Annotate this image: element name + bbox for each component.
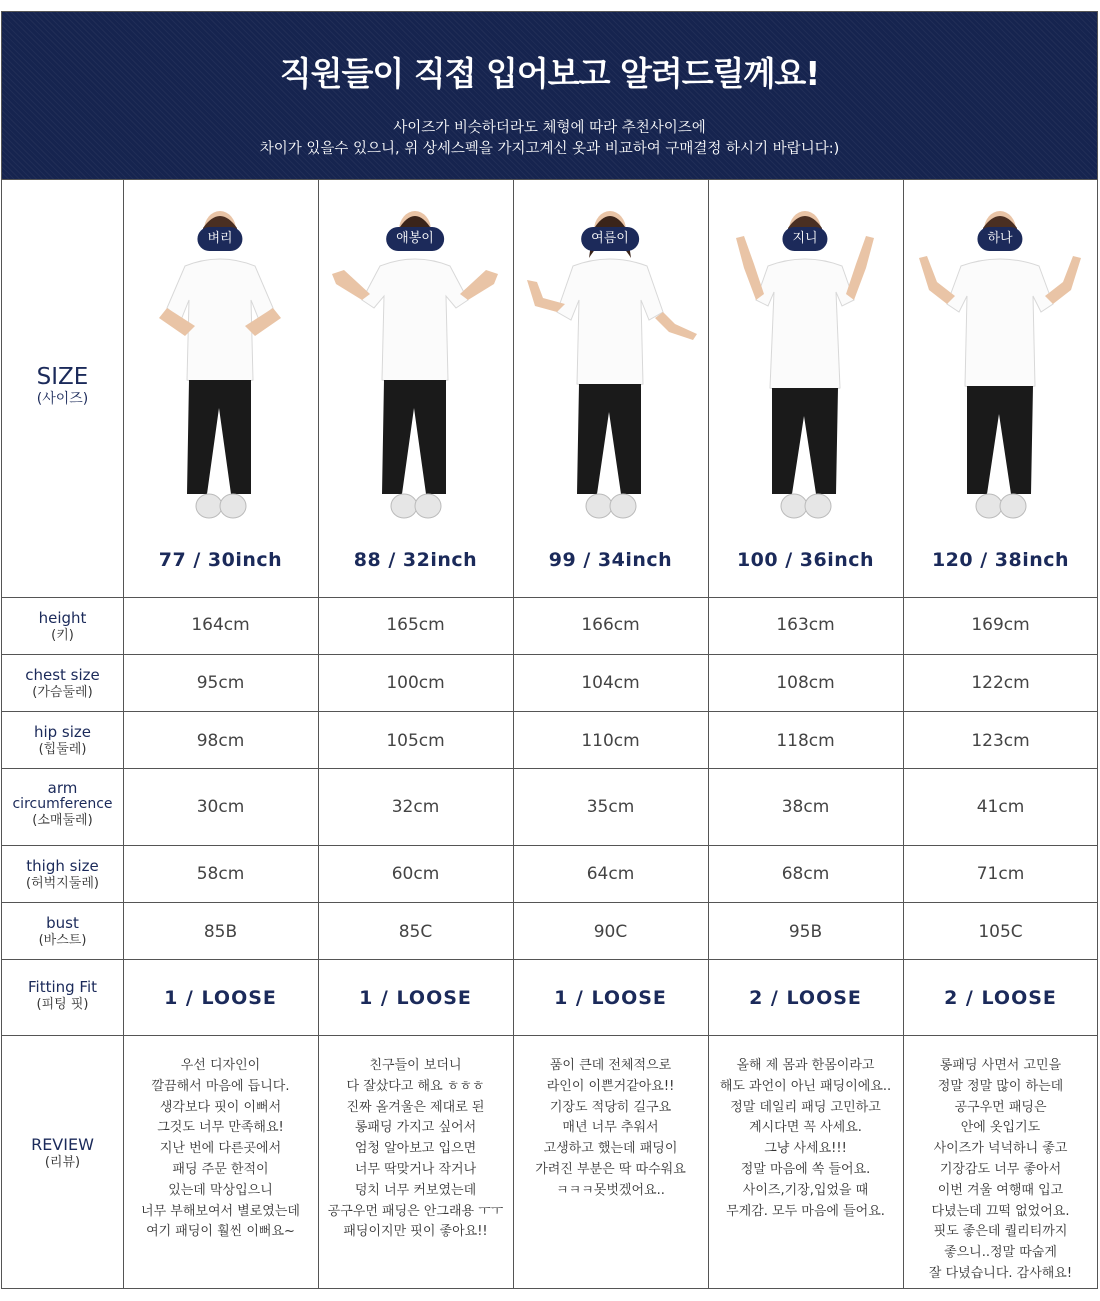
model-size-label: 88 / 32inch <box>353 549 478 571</box>
hip-value: 123cm <box>971 731 1030 751</box>
chest-value: 95cm <box>196 673 245 693</box>
review-text: 올해 제 몸과 한몸이라고 해도 과언이 아닌 패딩이에요.. 정말 데일리 패딩 고민하고 계시다면 꼭 사세요. 그냥 사세요!!! 정말 마음에 쏙 들어요. 사이즈,기장,입었을 때 무게감. 모두 마음에 들어요. <box>719 1058 892 1219</box>
model-figure-4 <box>903 208 1098 528</box>
height-value: 164cm <box>191 615 250 635</box>
model-size-label: 100 / 36inch <box>736 549 875 571</box>
hip-value: 98cm <box>196 731 245 751</box>
review-text: 친구들이 보더니 다 잘샀다고 해요 ㅎㅎㅎ 진짜 올겨울은 제대로 된 롱패딩 가지고 싶어서 엄청 알아보고 입으면 너무 딱맞거나 작거나 덩치 너무 커보였는데 공구우먼 패딩은 안그래용 ㅜㅜ 패딩이지만 핏이 좋아요!! <box>327 1058 504 1240</box>
fit-value: 2 / LOOSE <box>944 987 1057 1009</box>
bust-value: 85C <box>398 922 433 942</box>
fit-value: 2 / LOOSE <box>749 987 862 1009</box>
bust-value: 90C <box>593 922 628 942</box>
arm-value: 41cm <box>976 797 1025 817</box>
chest-value: 100cm <box>386 673 445 693</box>
bust-value: 85B <box>203 922 238 942</box>
row-label-bust: bust (바스트) <box>38 914 87 948</box>
model-figure-1 <box>318 208 513 528</box>
arm-value: 38cm <box>781 797 830 817</box>
hip-value: 118cm <box>776 731 835 751</box>
row-label-size: SIZE (사이즈) <box>36 364 89 407</box>
model-name-badge: 여름이 <box>581 227 639 251</box>
hip-value: 105cm <box>386 731 445 751</box>
hip-value: 110cm <box>581 731 640 751</box>
model-name-badge: 지니 <box>782 227 827 251</box>
review-text: 우선 디자인이 깔끔해서 마음에 듭니다. 생각보다 핏이 이뻐서 그것도 너무 만족해요! 지난 번에 다른곳에서 패딩 주문 한적이 있는데 막상입으니 너무 부해보여서 별로였는데 여기 패딩이 훨씬 이뻐요~ <box>141 1058 300 1240</box>
chest-value: 108cm <box>776 673 835 693</box>
fit-value: 1 / LOOSE <box>554 987 667 1009</box>
arm-value: 32cm <box>391 797 440 817</box>
divider <box>2 959 1097 960</box>
fit-value: 1 / LOOSE <box>359 987 472 1009</box>
chest-value: 104cm <box>581 673 640 693</box>
arm-value: 30cm <box>196 797 245 817</box>
divider <box>2 711 1097 712</box>
height-value: 169cm <box>971 615 1030 635</box>
model-figure-2 <box>513 208 708 528</box>
subtitle-line-2: 차이가 있을수 있으니, 위 상세스펙을 가지고계신 옷과 비교하여 구매결정 하시기 바랍니다:) <box>259 141 840 157</box>
row-label-fit: Fitting Fit (피팅 핏) <box>27 978 98 1012</box>
thigh-value: 71cm <box>976 864 1025 884</box>
model-size-label: 77 / 30inch <box>158 549 283 571</box>
divider <box>2 1035 1097 1036</box>
thigh-value: 58cm <box>196 864 245 884</box>
page-title: 직원들이 직접 입어보고 알려드릴께요! <box>279 54 820 93</box>
model-name-badge: 벼리 <box>197 227 242 251</box>
model-name-badge: 애봉이 <box>386 227 444 251</box>
arm-value: 35cm <box>586 797 635 817</box>
divider <box>2 768 1097 769</box>
model-size-label: 99 / 34inch <box>548 549 673 571</box>
divider <box>2 654 1097 655</box>
header-subtitle <box>2 118 1097 160</box>
row-label-thigh: thigh size (허벅지둘레) <box>26 857 99 891</box>
row-label-height: height (키) <box>38 609 87 643</box>
thigh-value: 64cm <box>586 864 635 884</box>
bust-value: 105C <box>978 922 1023 942</box>
review-text: 롱패딩 사면서 고민을 정말 정말 많이 하는데 공구우먼 패딩은 안에 옷입기도 사이즈가 넉넉하니 좋고 기장감도 너무 좋아서 이번 겨울 여행때 입고 다녔는데 끄떡 없었어요. 핏도 좋은데 퀄리티까지 좋으니..정말 따숩게 잘 다녔습니다. 감사해요! <box>928 1058 1073 1281</box>
thigh-value: 60cm <box>391 864 440 884</box>
divider <box>2 179 1097 180</box>
chest-value: 122cm <box>971 673 1030 693</box>
subtitle-line-1: 사이즈가 비슷하더라도 체형에 따라 추천사이즈에 <box>393 120 706 136</box>
height-value: 165cm <box>386 615 445 635</box>
divider <box>2 597 1097 598</box>
model-size-label: 120 / 38inch <box>931 549 1070 571</box>
bust-value: 95B <box>788 922 823 942</box>
row-label-arm: arm circumference (소매둘레) <box>12 779 113 828</box>
divider <box>2 902 1097 903</box>
review-text: 품이 큰데 전체적으로 라인이 이쁜거같아요!! 기장도 적당히 길구요 매년 너무 추워서 고생하고 했는데 패딩이 가려진 부분은 딱 따수워요 ㅋㅋㅋ못벗겠어요.. <box>535 1058 686 1198</box>
thigh-value: 68cm <box>781 864 830 884</box>
height-value: 166cm <box>581 615 640 635</box>
fit-value: 1 / LOOSE <box>164 987 277 1009</box>
model-figure-0 <box>123 208 318 528</box>
model-name-badge: 하나 <box>977 227 1022 251</box>
header-banner <box>2 12 1097 179</box>
row-label-chest: chest size (가슴둘레) <box>25 666 100 700</box>
row-label-review: REVIEW (리뷰) <box>31 1135 94 1170</box>
height-value: 163cm <box>776 615 835 635</box>
model-figure-3 <box>708 208 903 528</box>
row-label-hip: hip size (힙둘레) <box>33 723 92 757</box>
divider <box>2 845 1097 846</box>
